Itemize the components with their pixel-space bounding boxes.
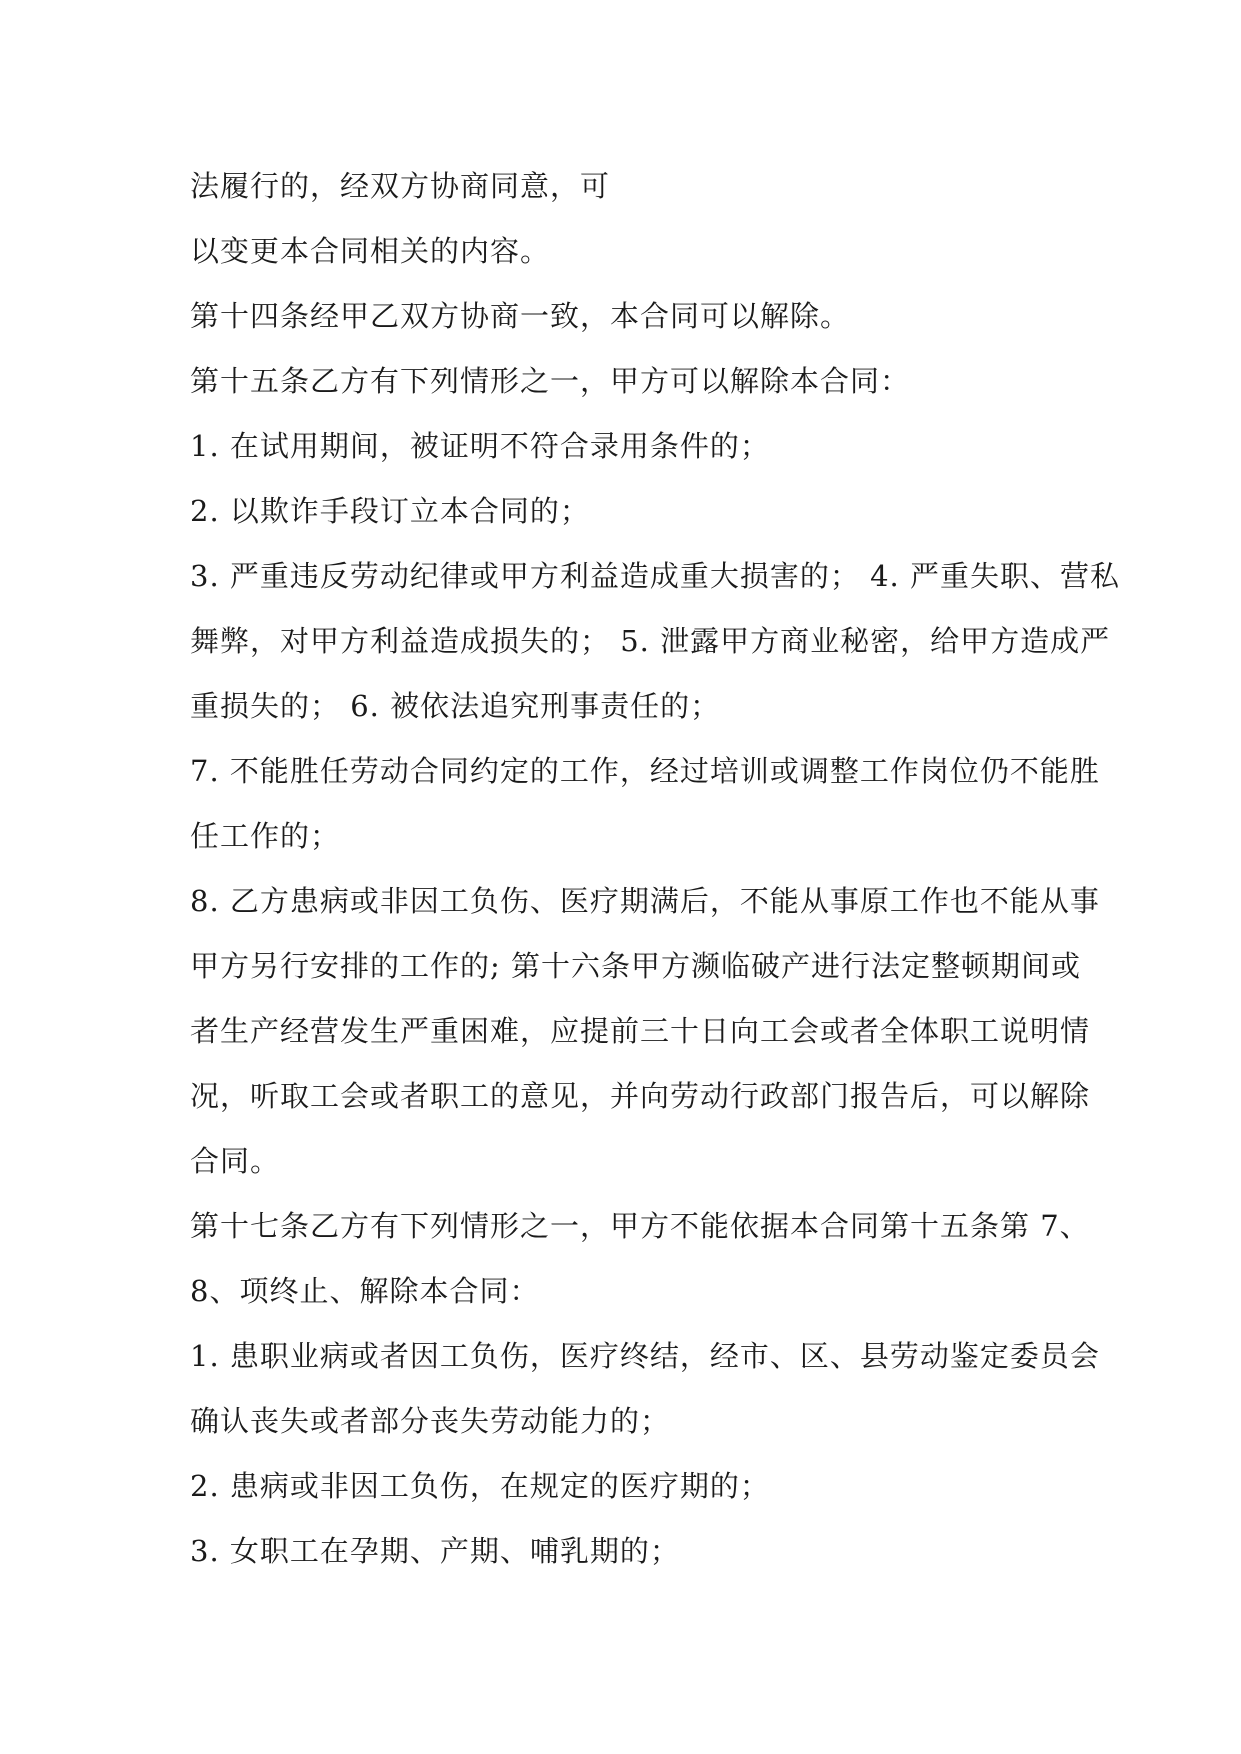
text-line: 重损失的； 6. 被依法追究刑事责任的； [190, 689, 721, 723]
text-line: 者生产经营发生严重困难，应提前三十日向工会或者全体职工说明情 [190, 1014, 1091, 1048]
text-line: 以变更本合同相关的内容。 [190, 234, 551, 268]
document-page [190, 166, 1120, 1596]
text-line: 8. 乙方患病或非因工负伤、医疗期满后，不能从事原工作也不能从事 [190, 884, 1100, 918]
text-line: 1. 在试用期间，被证明不符合录用条件的； [190, 429, 770, 463]
text-line: 甲方另行安排的工作的; 第十六条甲方濒临破产进行法定整顿期间或 [190, 949, 1081, 983]
text-line: 法履行的，经双方协商同意，可 [190, 169, 611, 203]
text-line: 第十七条乙方有下列情形之一，甲方不能依据本合同第十五条第 7、 [190, 1209, 1090, 1243]
text-line: 2. 患病或非因工负伤，在规定的医疗期的； [190, 1469, 770, 1503]
text-line: 第十四条经甲乙双方协商一致，本合同可以解除。 [190, 299, 851, 333]
text-line: 1. 患职业病或者因工负伤，医疗终结，经市、区、县劳动鉴定委员会 [190, 1339, 1100, 1373]
text-line: 舞弊，对甲方利益造成损失的； 5. 泄露甲方商业秘密，给甲方造成严 [190, 624, 1111, 658]
text-line: 8、项终止、解除本合同： [190, 1274, 540, 1308]
text-line: 3. 严重违反劳动纪律或甲方利益造成重大损害的； 4. 严重失职、营私 [190, 559, 1120, 593]
text-line: 确认丧失或者部分丧失劳动能力的； [190, 1404, 671, 1438]
text-line: 第十五条乙方有下列情形之一，甲方可以解除本合同： [190, 364, 911, 398]
text-line: 3. 女职工在孕期、产期、哺乳期的； [190, 1534, 680, 1568]
text-line: 7. 不能胜任劳动合同约定的工作，经过培训或调整工作岗位仍不能胜 [190, 754, 1100, 788]
text-line: 任工作的； [190, 819, 341, 853]
text-line: 2. 以欺诈手段订立本合同的； [190, 494, 590, 528]
text-line: 合同。 [190, 1144, 281, 1178]
text-line: 况，听取工会或者职工的意见，并向劳动行政部门报告后，可以解除 [190, 1079, 1091, 1113]
